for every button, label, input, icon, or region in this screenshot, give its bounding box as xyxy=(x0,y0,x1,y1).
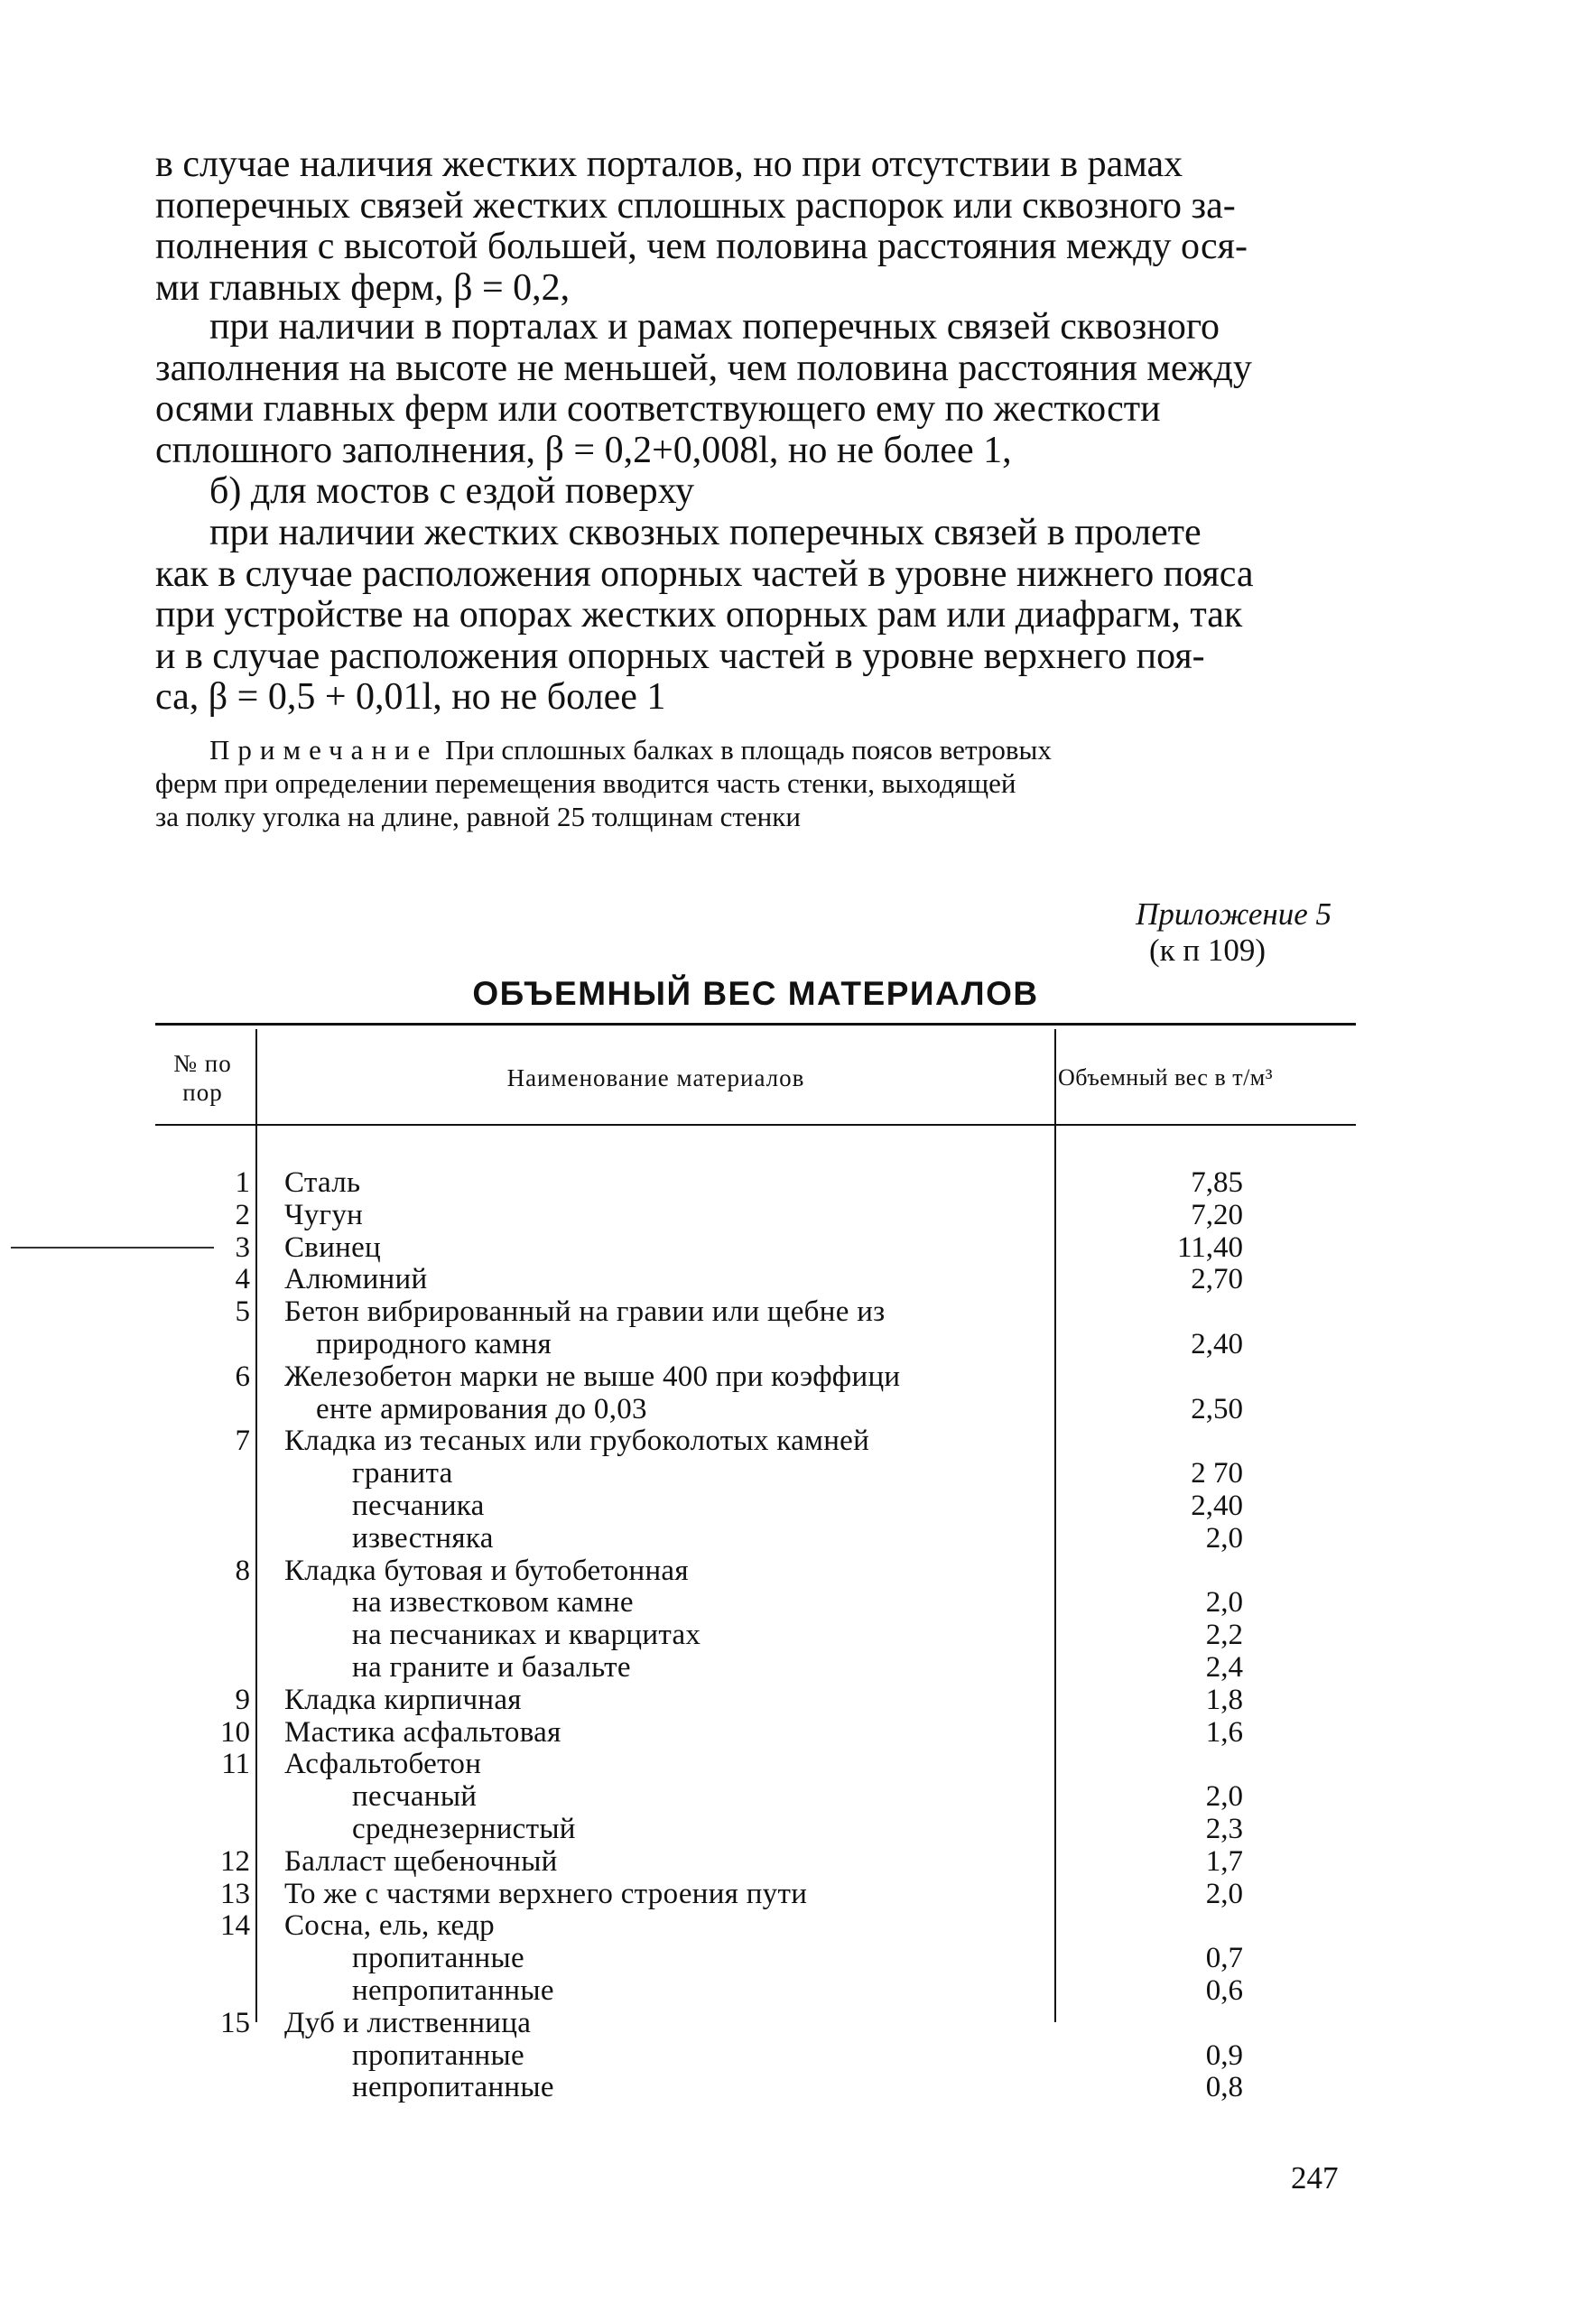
text-line: при наличии в порталах и рамах поперечных связей сквозного xyxy=(209,306,1220,348)
density-value: 0,6 xyxy=(1205,1974,1243,2007)
text-line: б) для мостов с ездой поверху xyxy=(209,470,694,512)
material-name: Сосна, ель, кедр xyxy=(284,1909,495,1943)
row-number: 9 xyxy=(235,1683,250,1716)
density-value: 2 70 xyxy=(1191,1457,1243,1490)
material-name: То же с частями верхнего строения пути xyxy=(284,1877,808,1910)
material-name: енте армирования до 0,03 xyxy=(316,1392,647,1425)
density-value: 2,50 xyxy=(1191,1392,1243,1425)
material-name: Асфальтобетон xyxy=(284,1748,482,1781)
density-value: 0,7 xyxy=(1205,1942,1243,1975)
table-row xyxy=(155,1457,1356,1490)
note-block xyxy=(155,733,1356,833)
table-row xyxy=(155,1845,1356,1878)
density-value: 2,0 xyxy=(1205,1586,1243,1620)
material-name: на граните и базальте xyxy=(352,1651,631,1684)
density-value: 1,6 xyxy=(1205,1715,1243,1749)
row-number: 6 xyxy=(235,1360,250,1393)
material-name: Свинец xyxy=(284,1230,382,1264)
density-value: 7,85 xyxy=(1191,1166,1243,1199)
text-line: и в случае расположения опорных частей в уровне верхнего поя- xyxy=(155,635,1205,677)
table-row xyxy=(155,2039,1356,2072)
row-number: 10 xyxy=(220,1715,250,1749)
header-density: Объемный вес в т/м³ xyxy=(1058,1064,1274,1091)
density-value: 2,40 xyxy=(1191,1328,1243,1360)
table-row xyxy=(155,1295,1356,1328)
density-value: 0,8 xyxy=(1205,2071,1243,2104)
row-number: 14 xyxy=(220,1909,250,1943)
paragraph-through-fill xyxy=(155,307,1356,471)
material-name: Сталь xyxy=(284,1166,361,1199)
density-value: 2,4 xyxy=(1205,1651,1243,1684)
table-row xyxy=(155,2007,1356,2039)
row-number: 12 xyxy=(220,1844,250,1878)
text-line: при наличии жестких сквозных поперечных связей в пролете xyxy=(209,512,1202,553)
density-value: 2,70 xyxy=(1191,1263,1243,1296)
material-name: Балласт щебеночный xyxy=(284,1844,558,1878)
text-line: в случае наличия жестких порталов, но при отсутствии в рамах xyxy=(155,144,1183,185)
material-name: Алюминий xyxy=(284,1263,428,1296)
margin-mark xyxy=(11,1247,214,1249)
density-value: 0,9 xyxy=(1205,2038,1243,2072)
table-row xyxy=(155,1425,1356,1457)
material-name: пропитанные xyxy=(352,1942,524,1975)
material-name: Чугун xyxy=(284,1198,364,1231)
table-row xyxy=(155,1780,1356,1813)
table-row xyxy=(155,1166,1356,1199)
table-row xyxy=(155,1263,1356,1295)
text-line: са, β = 0,5 + 0,01l, но не более 1 xyxy=(155,676,666,718)
text-line: сплошного заполнения, β = 0,2+0,008l, но не более 1, xyxy=(155,429,1012,471)
table-row xyxy=(155,1619,1356,1651)
text-line: при устройстве на опорах жестких опорных рам или диафрагм, так xyxy=(155,594,1243,636)
material-name: Мастика асфальтовая xyxy=(284,1715,561,1749)
table-row xyxy=(155,2071,1356,2103)
text-line: осями главных ферм или соответствующего ему по жесткости xyxy=(155,388,1161,430)
density-value: 1,7 xyxy=(1205,1844,1243,1878)
appendix-reference xyxy=(1056,896,1359,969)
material-name: природного камня xyxy=(316,1328,552,1360)
material-name: Дуб и лиственница xyxy=(284,2006,532,2039)
row-number: 5 xyxy=(235,1295,250,1329)
density-value: 2,40 xyxy=(1191,1490,1243,1522)
text-line: как в случае расположения опорных частей в уровне нижнего пояса xyxy=(155,552,1254,595)
header-number xyxy=(155,1049,250,1107)
table-row xyxy=(155,1651,1356,1684)
row-number: 11 xyxy=(221,1748,250,1781)
header-number-line: пор xyxy=(182,1079,223,1106)
density-value: 2,2 xyxy=(1205,1619,1243,1652)
table-row xyxy=(155,1231,1356,1264)
note-heading: Примечание xyxy=(209,734,439,766)
table-row xyxy=(155,1555,1356,1587)
text-line: ферм при определении перемещения вводится часть стенки, выходящей xyxy=(155,767,1016,799)
row-number: 7 xyxy=(235,1425,250,1458)
table-row xyxy=(155,1716,1356,1749)
density-value: 1,8 xyxy=(1205,1683,1243,1716)
row-number: 3 xyxy=(235,1230,250,1264)
density-value: 2,3 xyxy=(1205,1813,1243,1845)
table-header-rule xyxy=(155,1124,1356,1126)
text-line: При сплошных балках в площадь поясов ветровых xyxy=(445,734,1052,766)
density-value: 2,0 xyxy=(1205,1521,1243,1555)
table-row xyxy=(155,1878,1356,1910)
material-name: песчаника xyxy=(352,1490,485,1522)
material-name: на песчаниках и кварцитах xyxy=(352,1619,701,1652)
table-row xyxy=(155,1909,1356,1942)
material-name: песчаный xyxy=(352,1780,478,1814)
material-name: непропитанные xyxy=(352,1974,554,2007)
material-name: на известковом камне xyxy=(352,1586,634,1620)
table-top-rule xyxy=(155,1023,1356,1026)
table-row xyxy=(155,1199,1356,1231)
row-number: 4 xyxy=(235,1263,250,1296)
table-row xyxy=(155,1813,1356,1845)
row-number: 15 xyxy=(220,2006,250,2039)
material-name: среднезернистый xyxy=(352,1813,576,1845)
table-title: ОБЪЕМНЫЙ ВЕС МАТЕРИАЛОВ xyxy=(472,975,1039,1012)
row-number: 1 xyxy=(235,1166,250,1199)
row-number: 2 xyxy=(235,1198,250,1231)
table-row xyxy=(155,1942,1356,1974)
material-name: Кладка бутовая и бутобетонная xyxy=(284,1554,689,1587)
material-name: пропитанные xyxy=(352,2038,524,2072)
table-row xyxy=(155,1974,1356,2007)
table-row xyxy=(155,1360,1356,1393)
text-line: ми главных ферм, β = 0,2, xyxy=(155,266,571,309)
table-row xyxy=(155,1684,1356,1716)
material-name: непропитанные xyxy=(352,2071,554,2104)
material-name: известняка xyxy=(352,1521,494,1555)
appendix-clause: (к п 109) xyxy=(1148,933,1267,968)
density-value: 11,40 xyxy=(1176,1230,1243,1264)
row-number: 8 xyxy=(235,1554,250,1587)
material-name: Кладка кирпичная xyxy=(284,1683,522,1716)
paragraph-portals xyxy=(155,144,1356,309)
table-row xyxy=(155,1328,1356,1360)
text-line: поперечных связей жестких сплошных распорок или сквозного за- xyxy=(155,184,1236,227)
paragraph-rigid-bracing xyxy=(155,513,1356,719)
header-material: Наименование материалов xyxy=(506,1064,805,1091)
appendix-label: Приложение 5 xyxy=(1136,896,1332,932)
table-row xyxy=(155,1490,1356,1522)
density-value: 2,0 xyxy=(1205,1780,1243,1814)
material-name: Железобетон марки не выше 400 при коэффици xyxy=(284,1360,901,1393)
density-value: 2,0 xyxy=(1205,1877,1243,1910)
text-line: за полку уголка на длине, равной 25 толщинам стенки xyxy=(155,801,801,832)
material-name: гранита xyxy=(352,1457,453,1490)
text-line: заполнения на высоте не меньшей, чем половина расстояния между xyxy=(155,347,1252,389)
table-row xyxy=(155,1393,1356,1425)
row-number: 13 xyxy=(220,1877,250,1910)
density-value: 7,20 xyxy=(1191,1198,1243,1231)
material-name: Кладка из тесаных или грубоколотых камней xyxy=(284,1425,870,1458)
table-row xyxy=(155,1748,1356,1780)
material-name: Бетон вибрированный на гравии или щебне из xyxy=(284,1295,886,1329)
paragraph-deck-bridges xyxy=(209,471,1410,513)
table-row xyxy=(155,1586,1356,1619)
table-row xyxy=(155,1522,1356,1555)
text-line: полнения с высотой большей, чем половина расстояния между ося- xyxy=(155,226,1248,267)
page-number: 247 xyxy=(1291,2160,1339,2196)
header-number-line: № по xyxy=(173,1050,232,1077)
